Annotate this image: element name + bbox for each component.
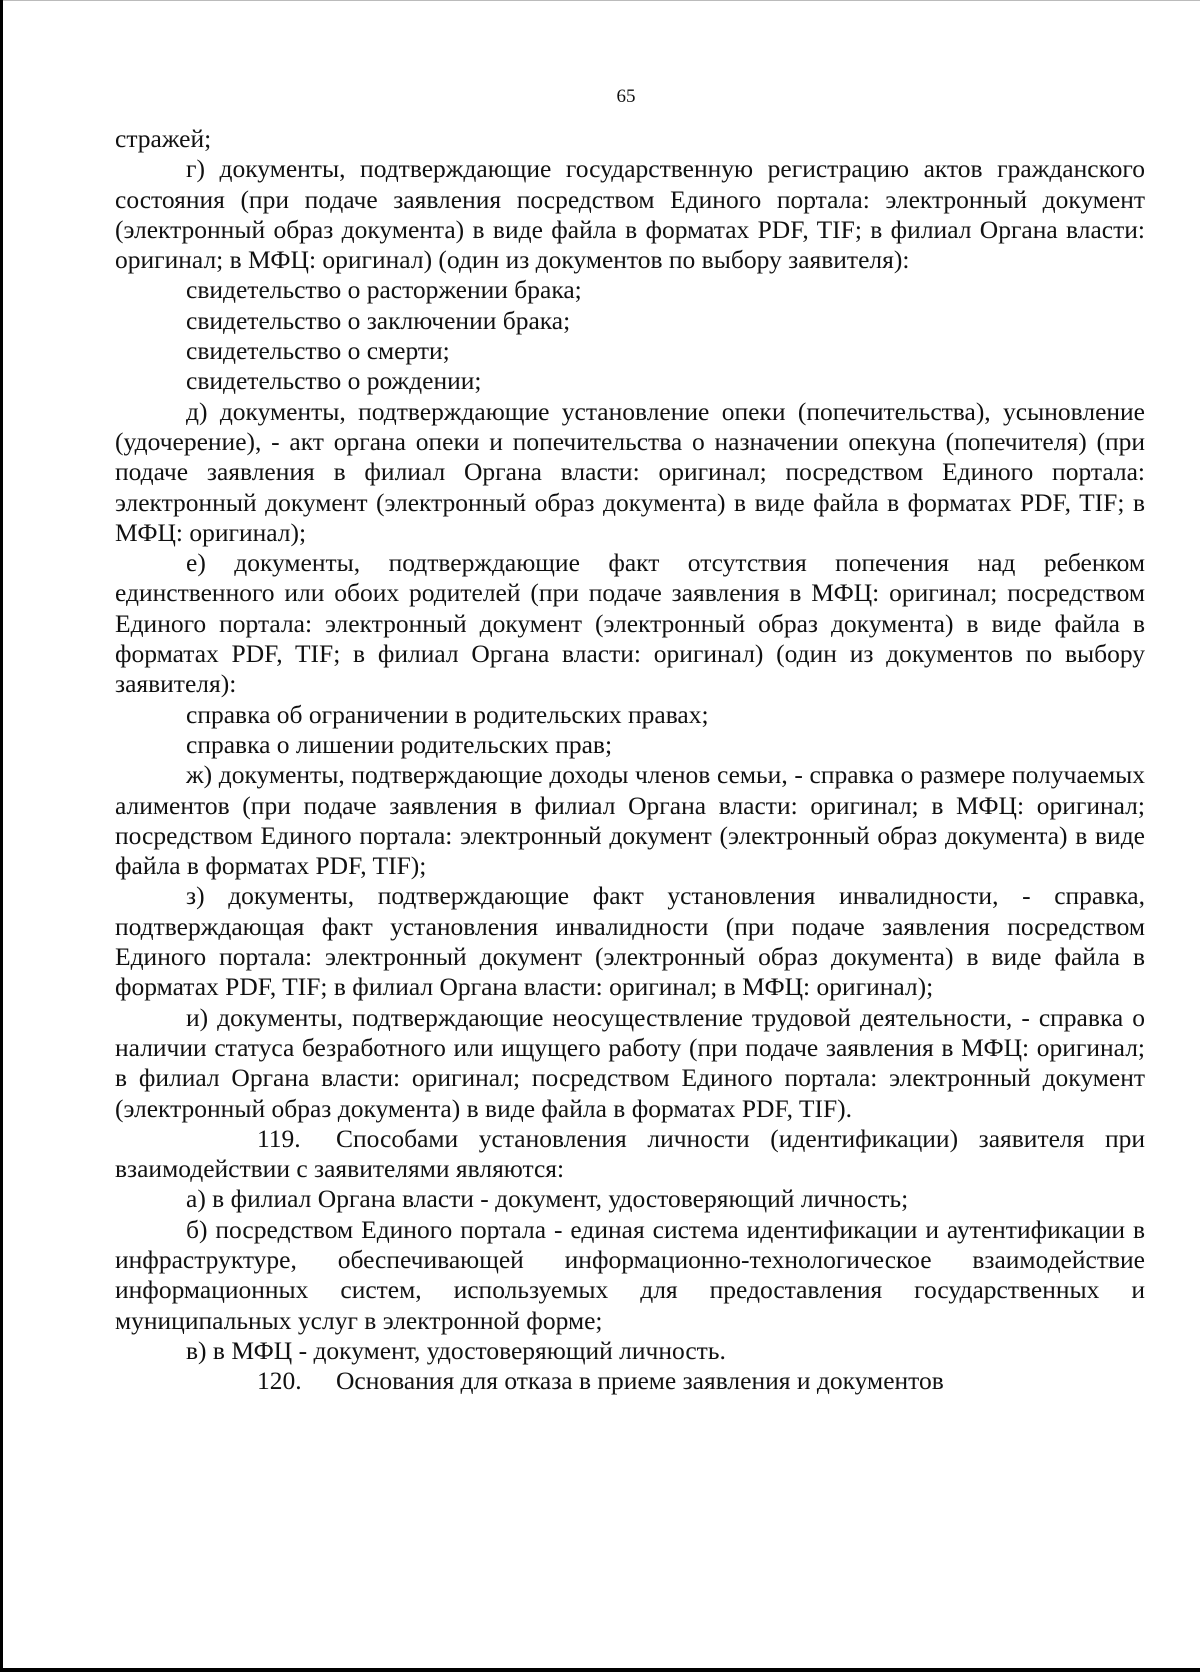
page-number: 65: [616, 86, 636, 107]
scan-top-edge: [0, 0, 1200, 1]
list-item: справка об ограничении в родительских правах;: [186, 699, 709, 729]
paragraph-text: Основания для отказа в приеме заявления и документов: [336, 1366, 944, 1396]
paragraph-number: 120.: [257, 1366, 302, 1396]
scan-bottom-edge: [0, 1668, 1200, 1672]
paragraph-number: 119.: [257, 1123, 301, 1153]
paragraph: е) документы, подтверждающие факт отсутствия попечения над ребенком единственного или обоих родителей (при подаче заявления в МФЦ: оригинал; посредством Единого портала: электронный документ (электронный образ документа) в виде файла в форматах PDF, TIF; в филиал Органа власти: оригинал) (один из документов по выбору заявителя):: [115, 548, 1145, 699]
numbered-paragraph: [115, 1124, 1145, 1185]
paragraph: ж) документы, подтверждающие доходы членов семьи, - справка о размере получаемых алиментов (при подаче заявления в филиал Органа власти: оригинал; в МФЦ: оригинал; посредством Единого портала: электронный документ (электронный образ документа) в виде файла в форматах PDF, TIF);: [115, 760, 1145, 881]
paragraph-text: Способами установления личности (идентификации) заявителя при взаимодействии с заявителями являются:: [115, 1123, 1145, 1184]
paragraph: г) документы, подтверждающие государственную регистрацию актов гражданского состояния (при подаче заявления посредством Единого портала: электронный документ (электронный образ документа) в виде файла в форматах PDF, TIF; в филиал Органа власти: оригинал; в МФЦ: оригинал) (один из документов по выбору заявителя):: [115, 154, 1145, 275]
numbered-paragraph: [115, 1366, 1145, 1396]
list-item: свидетельство о смерти;: [186, 336, 450, 366]
scan-left-edge: [0, 0, 3, 1672]
paragraph: стражей;: [115, 124, 212, 153]
list-item: свидетельство о заключении брака;: [186, 305, 571, 335]
list-item: а) в филиал Органа власти - документ, удостоверяющий личность;: [186, 1184, 909, 1214]
list-item: в) в МФЦ - документ, удостоверяющий личность.: [186, 1335, 726, 1365]
document-body: [115, 124, 1145, 1396]
paragraph: д) документы, подтверждающие установление опеки (попечительства), усыновление (удочерение), - акт органа опеки и попечительства о назначении опекуна (попечителя) (при подаче заявления в филиал Органа власти: оригинал; посредством Единого портала: электронный документ (электронный образ документа) в виде файла в форматах PDF, TIF; в МФЦ: оригинал);: [115, 396, 1145, 547]
paragraph: з) документы, подтверждающие факт установления инвалидности, - справка, подтверждающая факт установления инвалидности (при подаче заявления посредством Единого портала: электронный документ (электронный образ документа) в виде файла в форматах PDF, TIF; в филиал Органа власти: оригинал; в МФЦ: оригинал);: [115, 881, 1145, 1002]
paragraph: б) посредством Единого портала - единая система идентификации и аутентификации в инфраструктуре, обеспечивающей информационно-технологическое взаимодействие информационных систем, используемых для предоставления государственных и муниципальных услуг в электронной форме;: [115, 1214, 1145, 1335]
list-item: свидетельство о рождении;: [186, 366, 482, 396]
paragraph: и) документы, подтверждающие неосуществление трудовой деятельности, - справка о наличии статуса безработного или ищущего работу (при подаче заявления в МФЦ: оригинал; в филиал Органа власти: оригинал; посредством Единого портала: электронный документ (электронный образ документа) в виде файла в форматах PDF, TIF).: [115, 1002, 1145, 1123]
list-item: справка о лишении родительских прав;: [186, 729, 613, 759]
list-item: свидетельство о расторжении брака;: [186, 275, 582, 305]
